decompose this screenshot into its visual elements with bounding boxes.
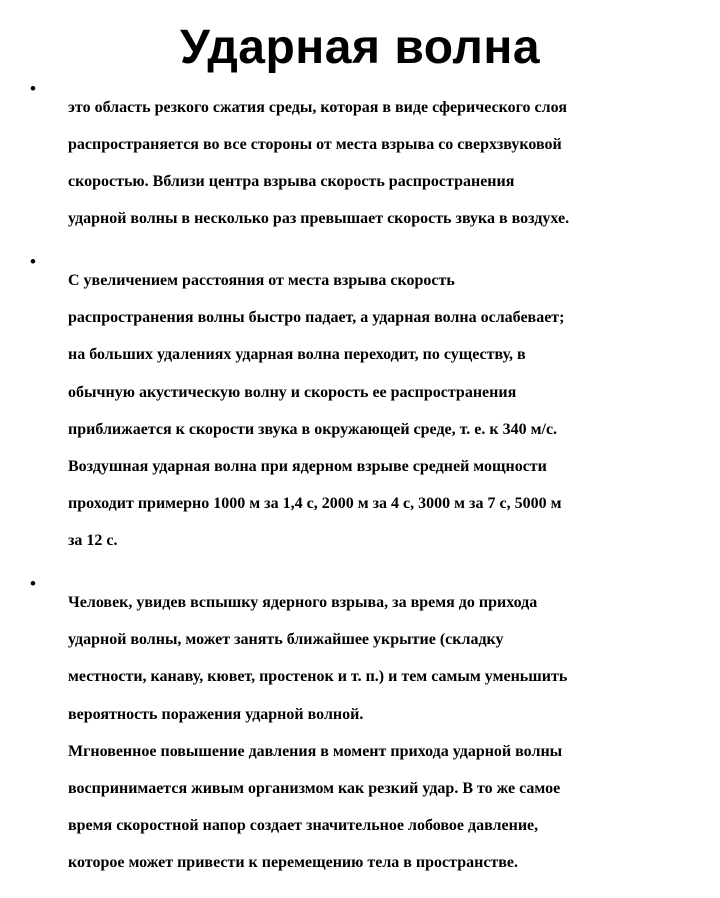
- text-line: Воздушная ударная волна при ядерном взрыве средней мощности: [68, 457, 547, 475]
- text-line: это область резкого сжатия среды, которая в виде сферического слоя: [68, 98, 567, 116]
- text-line: скоростью. Вблизи центра взрыва скорость распространения: [68, 172, 515, 190]
- text-line: обычную акустическую волну и скорость ее распространения: [68, 383, 517, 401]
- bullet-text: [68, 253, 688, 569]
- text-line: распространения волны быстро падает, а ударная волна ослабевает;: [68, 309, 565, 327]
- bullet-text: [68, 80, 688, 247]
- bullet-text: [68, 575, 688, 891]
- bullet-icon: •: [30, 79, 36, 98]
- text-line: которое может привести к перемещению тела в пространстве.: [68, 854, 519, 872]
- text-line: за 12 с.: [68, 532, 118, 550]
- bullet-item: [28, 253, 688, 569]
- text-line: ударной волны в несколько раз превышает скорость звука в воздухе.: [68, 210, 570, 228]
- text-line: приближается к скорости звука в окружающей среде, т. е. к 340 м/с.: [68, 420, 558, 438]
- bullet-list: [28, 80, 688, 898]
- text-line: С увеличением расстояния от места взрыва скорость: [68, 271, 455, 289]
- text-line: на больших удалениях ударная волна переходит, по существу, в: [68, 346, 526, 364]
- text-line: ударной волны, может занять ближайшее укрытие (складку: [68, 631, 504, 649]
- text-line: Человек, увидев вспышку ядерного взрыва, за время до прихода: [68, 594, 538, 612]
- bullet-icon: •: [30, 574, 36, 594]
- text-line: местности, канаву, кювет, простенок и т. п.) и тем самым уменьшить: [68, 668, 568, 686]
- text-line: время скоростной напор создает значительное лобовое давление,: [68, 817, 539, 835]
- slide-title: Ударная волна: [179, 21, 541, 74]
- text-line: вероятность поражения ударной волной.: [68, 705, 364, 723]
- text-line: Мгновенное повышение давления в момент прихода ударной волны: [68, 742, 563, 760]
- bullet-item: [28, 575, 688, 891]
- text-line: воспринимается живым организмом как резкий удар. В то же самое: [68, 779, 561, 797]
- text-line: распространяется во все стороны от места взрыва со сверхзвуковой: [68, 135, 562, 153]
- bullet-icon: •: [30, 252, 36, 272]
- text-line: проходит примерно 1000 м за 1,4 с, 2000 м за 4 с, 3000 м за 7 с, 5000 м: [68, 495, 562, 513]
- bullet-item: [28, 80, 688, 247]
